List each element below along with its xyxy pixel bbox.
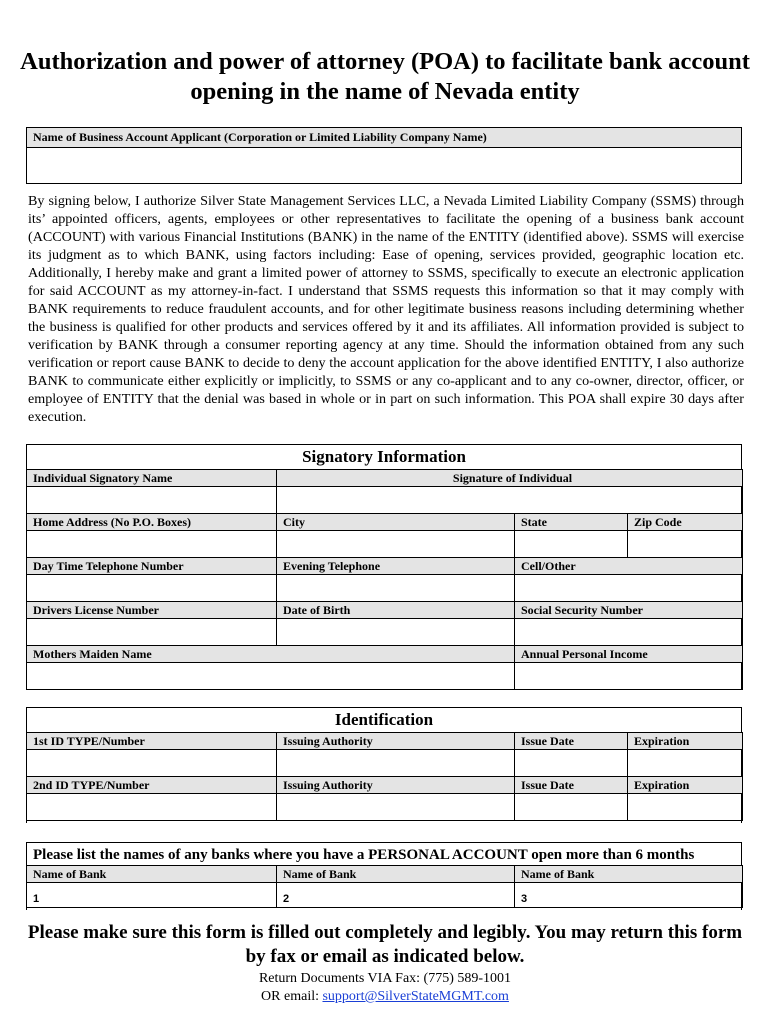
license-field[interactable] (27, 619, 277, 646)
ssn-field[interactable] (515, 619, 743, 646)
individual-name-label: Individual Signatory Name (27, 470, 277, 487)
id2-expiration-label: Expiration (628, 777, 743, 794)
dob-label: Date of Birth (277, 602, 515, 619)
fax-line: Return Documents VIA Fax: (775) 589-1001 (258, 971, 512, 986)
day-phone-field[interactable] (27, 575, 277, 602)
id1-issue-date-label: Issue Date (515, 733, 628, 750)
identification-section (26, 707, 742, 823)
signatory-table (26, 469, 743, 690)
signatory-section (26, 444, 742, 689)
completion-notice: Please make sure this form is filled out completely and legibly. You may return this form by fax or email as indicated below. (27, 922, 743, 967)
id2-authority-field[interactable] (277, 794, 515, 821)
applicant-name-box (26, 127, 742, 184)
bank-2-field[interactable]: 2 (277, 883, 515, 908)
dob-field[interactable] (277, 619, 515, 646)
bank-1-label: Name of Bank (27, 866, 277, 883)
signatory-title: Signatory Information (302, 447, 466, 466)
cell-label: Cell/Other (515, 558, 743, 575)
page-title: Authorization and power of attorney (POA) to facilitate bank account opening in the name of Nevada entity (20, 48, 750, 105)
home-address-field[interactable] (27, 531, 277, 558)
email-link[interactable]: support@SilverStateMGMT.com (322, 989, 509, 1004)
zip-field[interactable] (628, 531, 743, 558)
applicant-name-label: Name of Business Account Applicant (Corporation or Limited Liability Company Name) (27, 128, 741, 148)
signature-field[interactable] (277, 487, 743, 514)
income-label: Annual Personal Income (515, 646, 743, 663)
banks-section (26, 842, 742, 910)
income-field[interactable] (515, 663, 743, 690)
authorization-paragraph: By signing below, I authorize Silver State Management Services LLC, a Nevada Limited Liability Company (SSMS) through its’ appointed officers, agents, employees or other representatives to facilitate the opening of a business bank account (ACCOUNT) with various Financial Institutions (BANK) in the name of the ENTITY (identified above). SSMS will exercise its judgment as to which BANK, using factors including: Ease of opening, services provided, geographic location etc. Additionally, I hereby make and grant a limited power of attorney to SSMS, specifically to execute an electronic application for said ACCOUNT as my attorney-in-fact. I understand that SSMS requests this information so that it may comply with BANK requirements to reduce fraudulent accounts, and for other legitimate business reasons including determining whether the business is qualified for other products and services offered by it and its affiliates. All information provided is subject to verification by BANK through a consumer reporting agency at any time. Should the information obtained from any such verification or report cause BANK to decide to deny the account application for the above identified ENTITY, I also authorize BANK to communicate either explicitly or implicitly, to SSMS or any co-applicant and to any co-owner, director, officer, or employee of ENTITY that the denial was based in whole or in part on such information. This POA shall expire 30 days after execution. (28, 193, 744, 425)
maiden-name-field[interactable] (27, 663, 515, 690)
id1-authority-field[interactable] (277, 750, 515, 777)
cell-field[interactable] (515, 575, 743, 602)
id2-issue-date-field[interactable] (515, 794, 628, 821)
id1-expiration-field[interactable] (628, 750, 743, 777)
banks-table (26, 865, 743, 908)
id2-issue-date-label: Issue Date (515, 777, 628, 794)
home-address-label: Home Address (No P.O. Boxes) (27, 514, 277, 531)
id1-issue-date-field[interactable] (515, 750, 628, 777)
banks-title: Please list the names of any banks where you have a PERSONAL ACCOUNT open more than 6 months (33, 847, 695, 863)
id2-type-label: 2nd ID TYPE/Number (27, 777, 277, 794)
id1-expiration-label: Expiration (628, 733, 743, 750)
id2-authority-label: Issuing Authority (277, 777, 515, 794)
state-field[interactable] (515, 531, 628, 558)
license-label: Drivers License Number (27, 602, 277, 619)
evening-phone-label: Evening Telephone (277, 558, 515, 575)
identification-table (26, 732, 743, 821)
evening-phone-field[interactable] (277, 575, 515, 602)
state-label: State (515, 514, 628, 531)
bank-2-label: Name of Bank (277, 866, 515, 883)
zip-label: Zip Code (628, 514, 743, 531)
bank-3-field[interactable]: 3 (515, 883, 743, 908)
id1-type-field[interactable] (27, 750, 277, 777)
maiden-name-label: Mothers Maiden Name (27, 646, 515, 663)
id1-type-label: 1st ID TYPE/Number (27, 733, 277, 750)
individual-name-field[interactable] (27, 487, 277, 514)
applicant-name-field[interactable] (27, 148, 741, 183)
day-phone-label: Day Time Telephone Number (27, 558, 277, 575)
signature-label: Signature of Individual (277, 470, 743, 487)
id1-authority-label: Issuing Authority (277, 733, 515, 750)
identification-title: Identification (334, 710, 434, 729)
id2-expiration-field[interactable] (628, 794, 743, 821)
id2-type-field[interactable] (27, 794, 277, 821)
email-prefix: OR email: (261, 989, 323, 1004)
email-line (20, 988, 750, 1006)
bank-1-field[interactable]: 1 (27, 883, 277, 908)
bank-3-label: Name of Bank (515, 866, 743, 883)
city-field[interactable] (277, 531, 515, 558)
city-label: City (277, 514, 515, 531)
ssn-label: Social Security Number (515, 602, 743, 619)
